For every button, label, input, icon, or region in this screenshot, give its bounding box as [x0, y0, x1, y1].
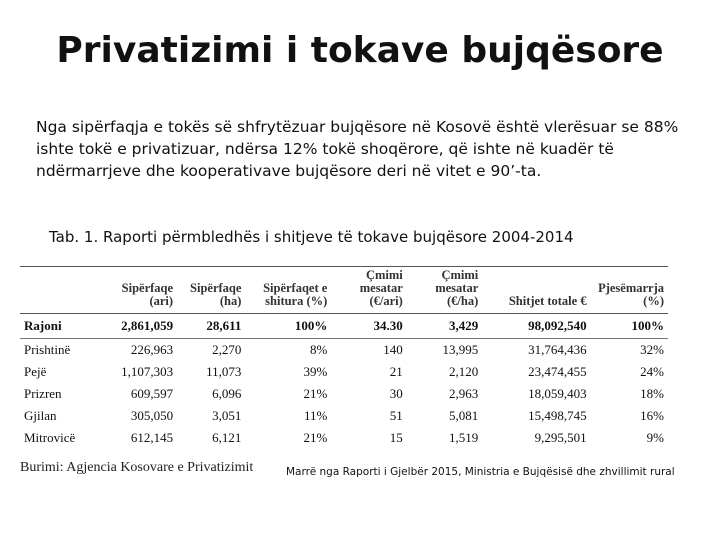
cell-total-sales: 15,498,745	[528, 408, 587, 423]
cell-area-ari: 226,963	[130, 342, 174, 357]
cell-sold-pct: 21%	[303, 430, 328, 445]
cell-participation: 24%	[640, 364, 664, 379]
table-row	[20, 339, 668, 362]
cell-price-ari: 34.30	[331, 314, 406, 339]
source-note: Burimi: Agjencia Kosovare e Privatizimit	[20, 460, 254, 475]
cell-sold-pct: 11%	[303, 408, 328, 423]
cell-sold-pct: 100%	[245, 314, 331, 339]
cell-price-ha: 1,519	[449, 430, 479, 445]
cell-price-ari: 21	[389, 364, 403, 379]
cell-area-ha: 6,121	[212, 430, 242, 445]
cell-region: Rajoni	[20, 314, 104, 339]
cell-participation: 100%	[591, 314, 668, 339]
cell-total-sales: 23,474,455	[528, 364, 587, 379]
cell-sold-pct: 8%	[309, 342, 328, 357]
slide-title: Privatizimi i tokave bujqësore	[56, 30, 664, 71]
cell-participation: 16%	[640, 408, 664, 423]
header-participation: Pjesëmarrja (%)	[591, 267, 668, 314]
cell-area-ari: 2,861,059	[104, 314, 178, 339]
cell-price-ari: 51	[389, 408, 403, 423]
cell-area-ha: 6,096	[212, 386, 242, 401]
cell-price-ha: 5,081	[449, 408, 479, 423]
cell-total-sales: 98,092,540	[482, 314, 590, 339]
cell-total-sales: 31,764,436	[528, 342, 587, 357]
header-region	[20, 267, 104, 314]
cell-price-ari: 140	[383, 342, 403, 357]
cell-price-ari: 30	[389, 386, 403, 401]
cell-price-ha: 13,995	[442, 342, 479, 357]
intro-paragraph: Nga sipërfaqja e tokës së shfrytëzuar bujqësore në Kosovë është vlerësuar se 88% ishte tokë e privatizuar, ndërsa 12% tokë shoqërore, që ishte në kuadër të ndërmarrjeve dhe kooperativave bujqësore deri në vitet e 90’-ta.	[36, 118, 679, 180]
cell-area-ha: 2,270	[212, 342, 242, 357]
cell-participation: 9%	[646, 430, 664, 445]
cell-region: Pejë	[24, 364, 47, 379]
cell-sold-pct: 21%	[303, 386, 328, 401]
header-area-sold-pct: Sipërfaqet e shitura (%)	[245, 267, 331, 314]
cell-total-sales: 9,295,501	[534, 430, 587, 445]
cell-participation: 18%	[640, 386, 664, 401]
table-caption: Tab. 1. Raporti përmbledhës i shitjeve të tokave bujqësore 2004-2014	[49, 228, 574, 246]
cell-total-sales: 18,059,403	[528, 386, 587, 401]
table-row	[20, 427, 668, 449]
cell-area-ha: 28,611	[177, 314, 245, 339]
table-row	[20, 314, 668, 339]
cell-participation: 32%	[640, 342, 664, 357]
cell-price-ha: 2,963	[449, 386, 479, 401]
header-area-ha: Sipërfaqe (ha)	[177, 267, 245, 314]
land-sales-table	[20, 266, 668, 449]
cell-region: Mitrovicë	[24, 430, 76, 445]
cell-price-ha: 3,429	[407, 314, 482, 339]
cell-region: Prizren	[24, 386, 62, 401]
table-row	[20, 383, 668, 405]
cell-area-ha: 11,073	[206, 364, 242, 379]
cell-area-ari: 1,107,303	[121, 364, 174, 379]
cell-price-ha: 2,120	[449, 364, 479, 379]
cell-area-ari: 609,597	[130, 386, 174, 401]
report-citation: Marrë nga Raporti i Gjelbër 2015, Ministria e Bujqësisë dhe zhvillimit rural	[286, 466, 675, 478]
table-row	[20, 405, 668, 427]
header-price-ha: Çmimi mesatar (€/ha)	[407, 267, 482, 314]
table-row	[20, 361, 668, 383]
cell-area-ari: 305,050	[130, 408, 174, 423]
header-total-sales: Shitjet totale €	[482, 267, 590, 314]
header-area-ari: Sipërfaqe (ari)	[104, 267, 178, 314]
header-price-ari: Çmimi mesatar (€/ari)	[331, 267, 406, 314]
cell-area-ari: 612,145	[130, 430, 174, 445]
cell-sold-pct: 39%	[303, 364, 328, 379]
cell-region: Prishtinë	[24, 342, 71, 357]
cell-region: Gjilan	[24, 408, 57, 423]
table-header-row	[20, 267, 668, 314]
cell-price-ari: 15	[389, 430, 403, 445]
cell-area-ha: 3,051	[212, 408, 242, 423]
